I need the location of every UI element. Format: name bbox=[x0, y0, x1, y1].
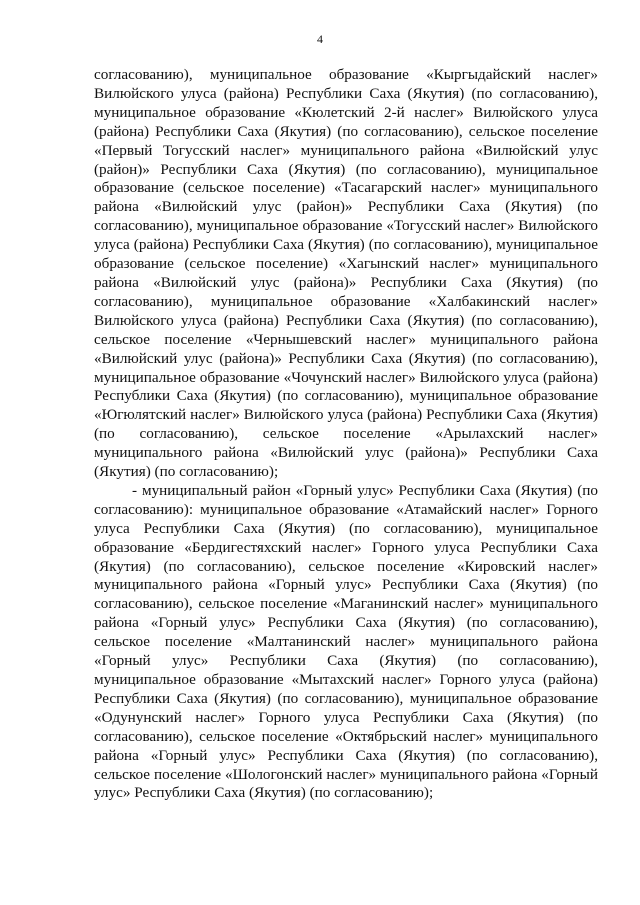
paragraph-gorny-ulus: - муниципальный район «Горный улус» Республики Саха (Якутия) (по согласованию): муниципальное образование «Атамайский наслег» Горного улуса Республики Саха (Якутия) (по согласованию), муниципальное образование «Бердигестяхский наслег» Горного улуса Республики Саха (Якутия) (по согласованию), сельское поселение «Кировский наслег» муниципального района «Горный улус» Республики Саха (Якутия) (по согласованию), сельское поселение «Маганинский наслег» муниципального района «Горный улус» Республики Саха (Якутия) (по согласованию), сельское поселение «Малтанинский наслег» муниципального района «Горный улус» Республики Саха (Якутия) (по согласованию), муниципальное образование «Мытахский наслег» Горного улуса (района) Республики Саха (Якутия) (по согласованию), муниципальное образование «Одунунский наслег» Горного улуса Республики Саха (Якутия) (по согласованию), сельское поселение «Октябрьский наслег» муниципального района «Горный улус» Республики Саха (Якутия) (по согласованию), сельское поселение «Шологонский наслег» муниципального района «Горный улус» Республики Саха (Якутия) (по согласованию); bbox=[94, 481, 598, 802]
page-number: 4 bbox=[317, 32, 323, 46]
paragraph-viluy-ulus-continued: согласованию), муниципальное образование «Кыргыдайский наслег» Вилюйского улуса (района) Республики Саха (Якутия) (по согласованию), муниципальное образование «Кюлетский 2-й наслег» Вилюйского улуса (района) Республики Саха (Якутия) (по согласованию), сельское поселение «Первый Тогусский наслег» муниципального района «Вилюйский улус (район)» Республики Саха (Якутия) (по согласованию), муниципальное образование (сельское поселение) «Тасагарский наслег» муниципального района «Вилюйский улус (район)» Республики Саха (Якутия) (по согласованию), муниципальное образование «Тогусский наслег» Вилюйского улуса (района) Республики Саха (Якутия) (по согласованию), муниципальное образование (сельское поселение) «Хагынский наслег» муниципального района «Вилюйский улус (района)» Республики Саха (Якутия) (по согласованию), муниципальное образование «Халбакинский наслег» Вилюйского улуса (района) Республики Саха (Якутия) (по согласованию), сельское поселение «Чернышевский наслег» муниципального района «Вилюйский улус (района)» Республики Саха (Якутия) (по согласованию), муниципальное образование «Чочунский наслег» Вилюйского улуса (района) Республики Саха (Якутия) (по согласованию), муниципальное образование «Югюлятский наслег» Вилюйского улуса (района) Республики Саха (Якутия) (по согласованию), сельское поселение «Арылахский наслег» муниципального района «Вилюйский улус (района)» Республики Саха (Якутия) (по согласованию); bbox=[94, 66, 598, 481]
document-body bbox=[94, 66, 598, 803]
